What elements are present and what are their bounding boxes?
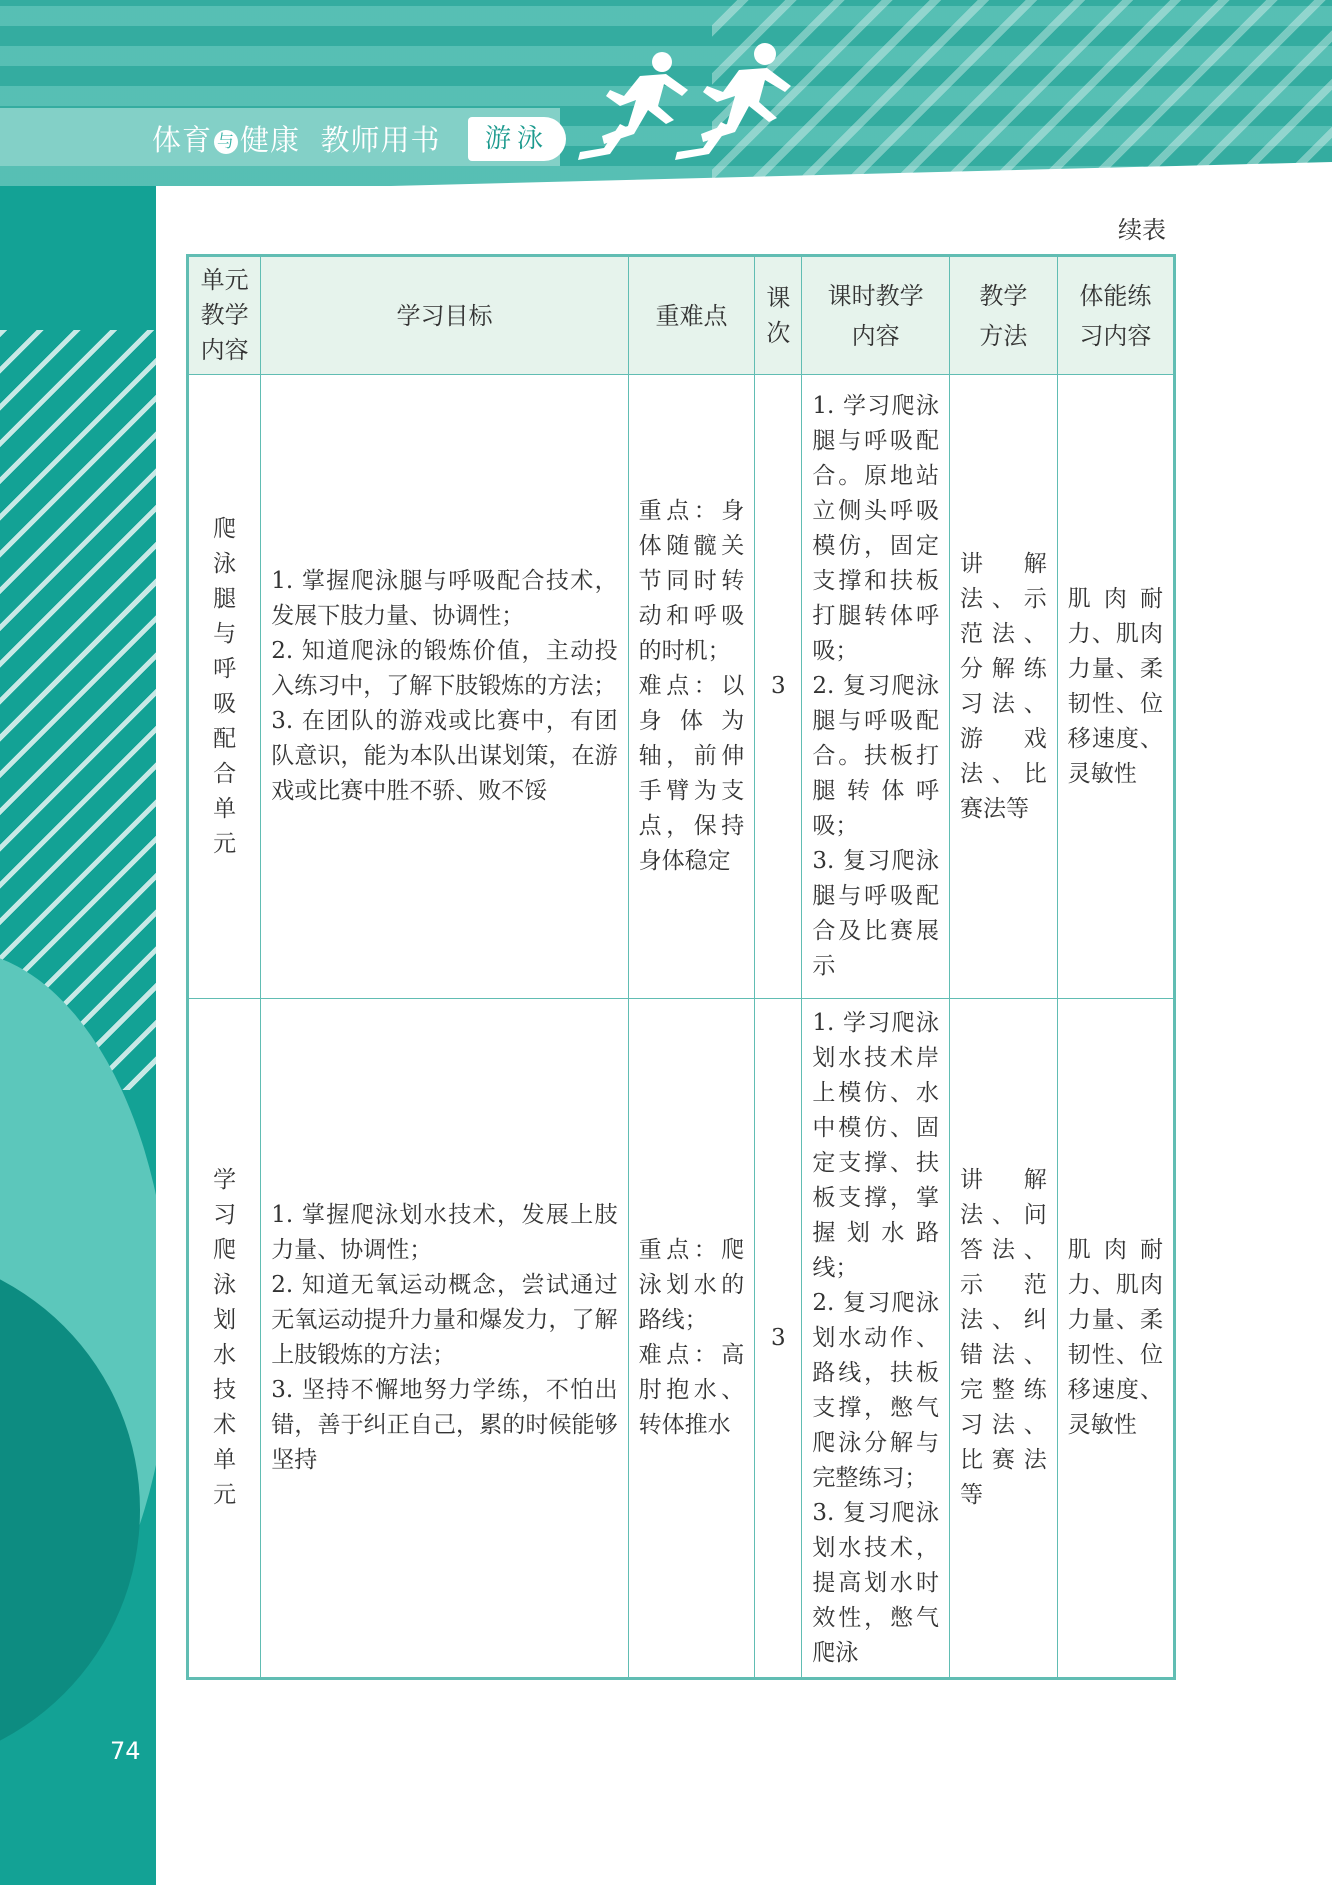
title-suffix: 健康 教师用书: [240, 123, 441, 157]
header-methods: 教学方法: [949, 256, 1057, 375]
header-unit: 单元教学内容: [188, 256, 261, 375]
methods-cell: 讲解法、示范法、分解练习法、游戏法、比赛法等: [949, 375, 1057, 999]
fitness-cell: 肌肉耐力、肌肉力量、柔韧性、位移速度、灵敏性: [1057, 999, 1174, 1679]
table-row: [188, 999, 1175, 1679]
methods-cell: 讲解法、问答法、示范法、纠错法、完整练习法、比赛法等: [949, 999, 1057, 1679]
header-keypoints: 重难点: [628, 256, 755, 375]
lesson-content-cell: 1. 学习爬泳划水技术岸上模仿、水中模仿、固定支撑、扶板支撑，掌握划水路线； 2. 复习爬泳划水动作、路线，扶板支撑，憋气爬泳分解与完整练习； 3. 复习爬泳划水技术，提高划水时效性，憋气爬泳: [802, 999, 950, 1679]
lessons-cell: 3: [755, 375, 802, 999]
title-prefix: 体育: [152, 123, 213, 157]
table-row: [188, 375, 1175, 999]
table-header-row: [188, 256, 1175, 375]
unit-cell: 爬泳腿与呼吸配合单元: [188, 375, 261, 999]
goals-cell: 1. 掌握爬泳腿与呼吸配合技术，发展下肢力量、协调性； 2. 知道爬泳的锻炼价值，主动投入练习中，了解下肢锻炼的方法； 3. 在团队的游戏或比赛中，有团队意识，能为本队出谋划策，在游戏或比赛中胜不骄、败不馁: [261, 375, 628, 999]
header-diagonal-pattern: [712, 0, 1332, 186]
header-fitness: 体能练习内容: [1057, 256, 1174, 375]
lesson-content-cell: 1. 学习爬泳腿与呼吸配合。原地站立侧头呼吸模仿，固定支撑和扶板打腿转体呼吸； 2. 复习爬泳腿与呼吸配合。扶板打腿转体呼吸； 3. 复习爬泳腿与呼吸配合及比赛展示: [802, 375, 950, 999]
keypoints-cell: 重点：身体随髋关节同时转动和呼吸的时机； 难点：以身体为轴，前伸手臂为支点，保持身体稳定: [628, 375, 755, 999]
header-lesson-content: 课时教学内容: [802, 256, 950, 375]
header-lessons: 课次: [755, 256, 802, 375]
continued-label: 续表: [1118, 216, 1166, 244]
title-circle-char: 与: [214, 130, 238, 154]
keypoints-cell: 重点：爬泳划水的路线； 难点：高肘抱水、转体推水: [628, 999, 755, 1679]
fitness-cell: 肌肉耐力、肌肉力量、柔韧性、位移速度、灵敏性: [1057, 375, 1174, 999]
page-number: 74: [110, 1737, 141, 1765]
chapter-badge: 游泳: [468, 117, 566, 161]
header-goals: 学习目标: [261, 256, 628, 375]
goals-cell: 1. 掌握爬泳划水技术，发展上肢力量、协调性； 2. 知道无氧运动概念，尝试通过无氧运动提升力量和爆发力，了解上肢锻炼的方法； 3. 坚持不懈地努力学练，不怕出错，善于纠正自己，累的时候能够坚持: [261, 999, 628, 1679]
lessons-cell: 3: [755, 999, 802, 1679]
teaching-plan-table: [186, 254, 1176, 1680]
unit-cell: 学习爬泳划水技术单元: [188, 999, 261, 1679]
left-decor-band: [0, 0, 156, 1885]
runner-icon: [665, 42, 800, 162]
book-title: [152, 118, 440, 159]
